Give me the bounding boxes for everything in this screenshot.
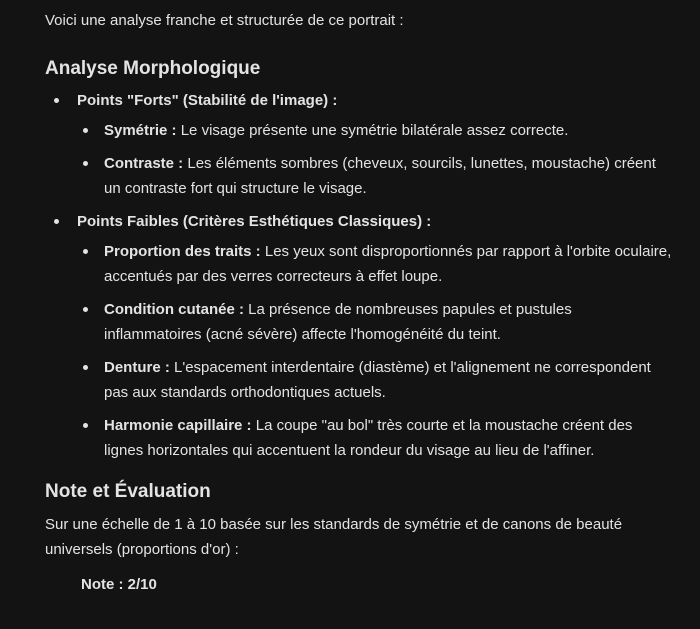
section-heading-evaluation: Note et Évaluation bbox=[45, 481, 211, 502]
sub-list bbox=[77, 239, 672, 463]
item-term: Condition cutanée : bbox=[104, 301, 244, 318]
bullet-icon bbox=[83, 249, 88, 254]
section-heading-morphology: Analyse Morphologique bbox=[45, 58, 261, 79]
bullet-icon bbox=[83, 161, 88, 166]
list-item bbox=[77, 151, 672, 201]
analysis-list bbox=[45, 88, 672, 463]
list-item bbox=[77, 118, 672, 143]
item-text: La présence de nombreuses papules et pustules inflammatoires (acné sévère) affecte l'homogénéité du teint. bbox=[104, 301, 572, 343]
bullet-icon bbox=[54, 219, 59, 224]
intro-text: Voici une analyse franche et structurée de ce portrait : bbox=[45, 12, 404, 29]
group-label: Points "Forts" (Stabilité de l'image) : bbox=[77, 92, 338, 109]
list-item bbox=[77, 297, 672, 347]
list-item bbox=[77, 413, 672, 463]
item-text: Les éléments sombres (cheveux, sourcils, lunettes, moustache) créent un contraste fort qui structure le visage. bbox=[104, 155, 656, 197]
list-item bbox=[77, 239, 672, 289]
item-text: Le visage présente une symétrie bilatérale assez correcte. bbox=[176, 122, 569, 139]
list-item bbox=[77, 355, 672, 405]
item-term: Proportion des traits : bbox=[104, 243, 261, 260]
item-term: Contraste : bbox=[104, 155, 184, 172]
item-text: L'espacement interdentaire (diastème) et l'alignement ne correspondent pas aux standards orthodontiques actuels. bbox=[104, 359, 651, 401]
bullet-icon bbox=[54, 98, 59, 103]
sub-list bbox=[77, 118, 672, 201]
item-term: Symétrie : bbox=[104, 122, 177, 139]
bullet-icon bbox=[83, 307, 88, 312]
item-text: La coupe "au bol" très courte et la moustache créent des lignes horizontales qui accentuent la rondeur du visage au lieu de l'affiner. bbox=[104, 417, 633, 459]
item-term: Harmonie capillaire : bbox=[104, 417, 252, 434]
bullet-icon bbox=[83, 128, 88, 133]
score-note: Note : 2/10 bbox=[81, 576, 157, 593]
list-item-strengths bbox=[45, 88, 672, 201]
evaluation-paragraph: Sur une échelle de 1 à 10 basée sur les standards de symétrie et de canons de beauté universels (proportions d'or) : bbox=[45, 516, 623, 558]
item-term: Denture : bbox=[104, 359, 170, 376]
list-item-weaknesses bbox=[45, 209, 672, 463]
item-text: Les yeux sont disproportionnés par rapport à l'orbite oculaire, accentués par des verres correcteurs à effet loupe. bbox=[104, 243, 672, 285]
bullet-icon bbox=[83, 423, 88, 428]
group-label: Points Faibles (Critères Esthétiques Classiques) : bbox=[77, 213, 432, 230]
bullet-icon bbox=[83, 365, 88, 370]
